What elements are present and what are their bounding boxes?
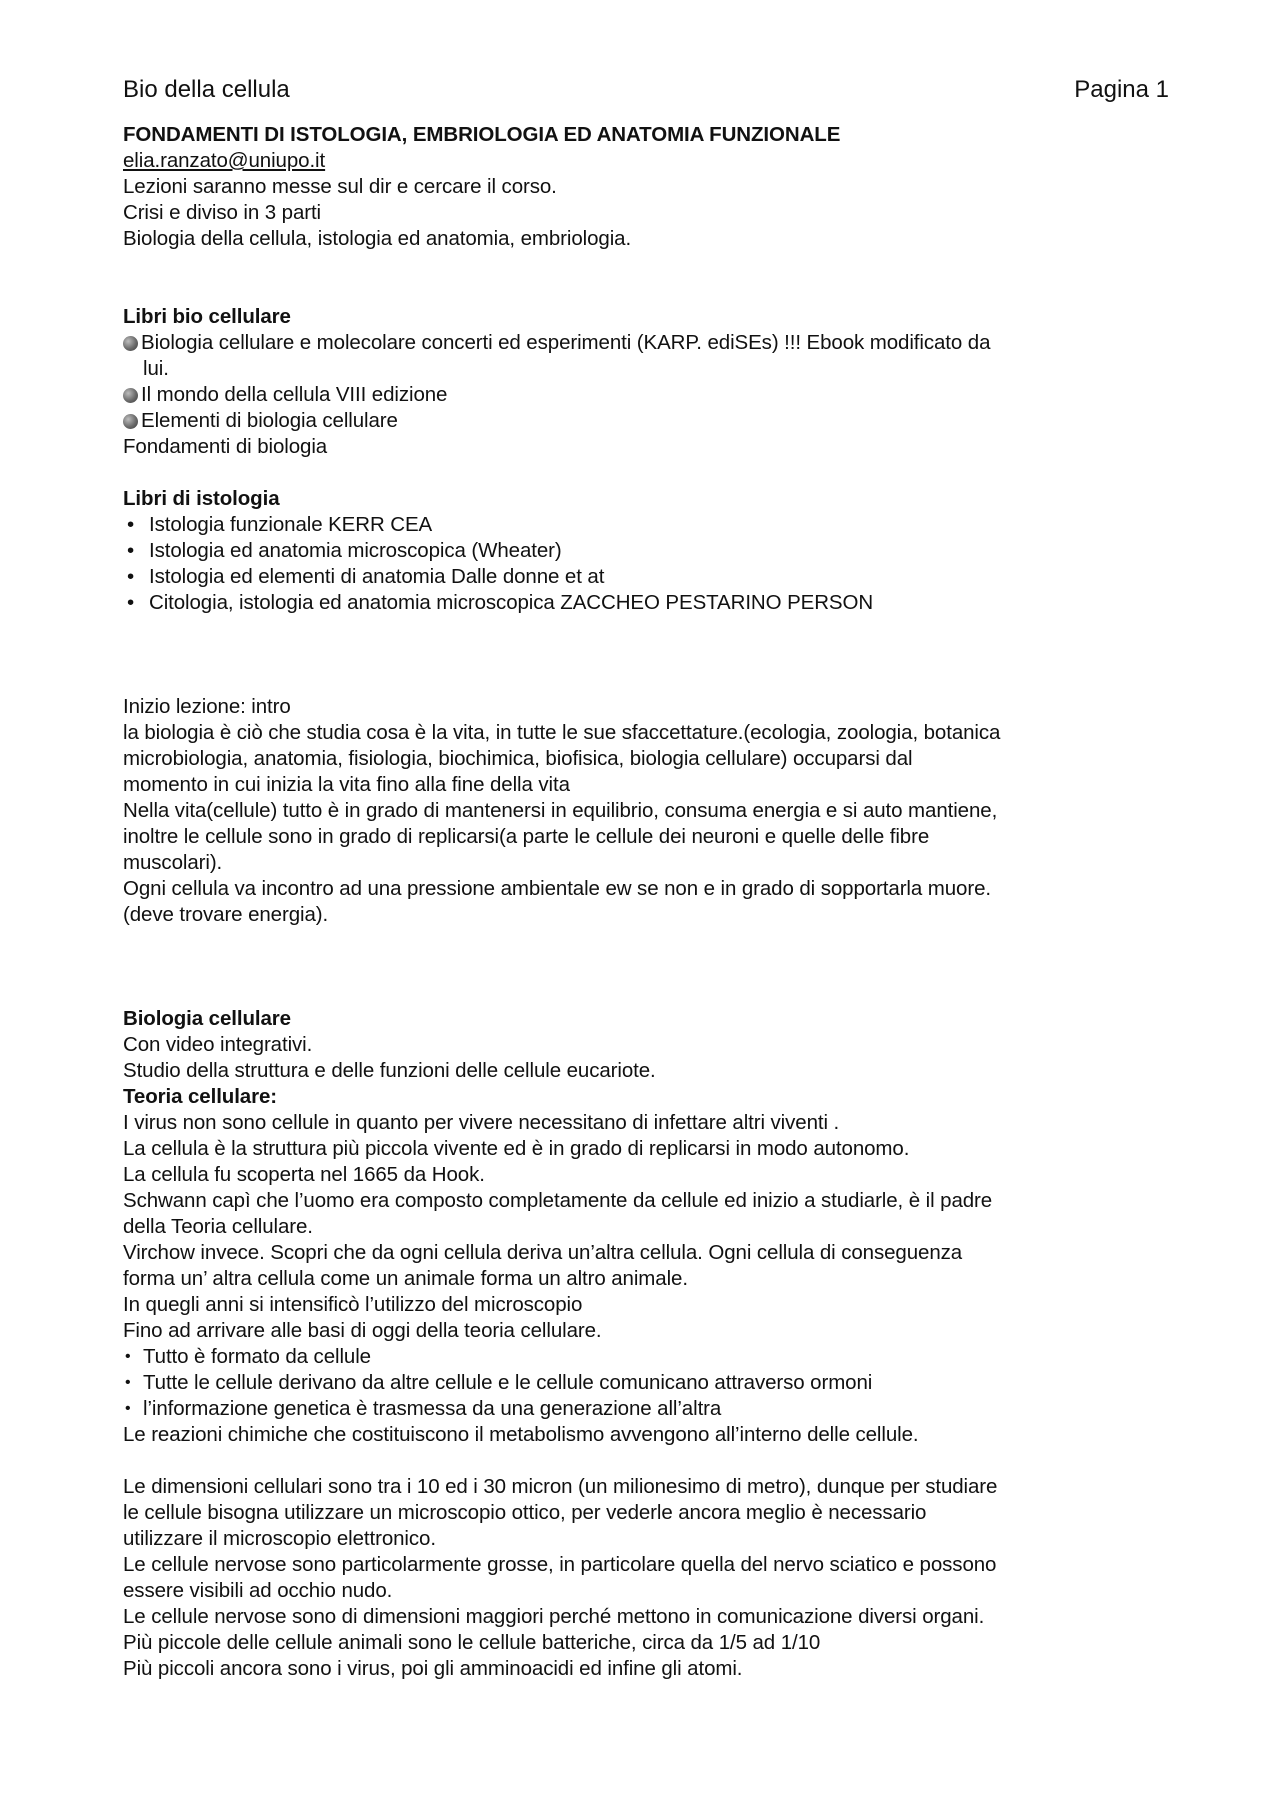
bullet-dot-icon: •: [127, 539, 135, 562]
section-heading-teoria: Teoria cellulare:: [123, 1085, 278, 1108]
text-line: (deve trovare energia).: [123, 903, 329, 926]
text-line: utilizzare il microscopio elettronico.: [123, 1527, 436, 1550]
list-item: [123, 538, 1169, 564]
text-line: la biologia è ciò che studia cosa è la vita, in tutte le sue sfaccettature.(ecologia, zoologia, botanica: [123, 721, 1001, 744]
list-item-text: Tutte le cellule derivano da altre cellule e le cellule comunicano attraverso ormoni: [143, 1371, 873, 1394]
bullet-ball-icon: [123, 336, 138, 351]
list-item-continuation: lui.: [143, 357, 169, 380]
list-item-text: Biologia cellulare e molecolare concerti ed esperimenti (KARP. ediSEs) !!! Ebook modificato da: [141, 331, 991, 354]
list-item-text: Il mondo della cellula VIII edizione: [141, 383, 448, 406]
text-line: Inizio lezione: intro: [123, 695, 291, 718]
list-item-text: Tutto è formato da cellule: [143, 1345, 371, 1368]
text-line: microbiologia, anatomia, fisiologia, biochimica, biofisica, biologia cellulare) occuparsi dal: [123, 747, 913, 770]
email-link[interactable]: elia.ranzato@uniupo.it: [123, 149, 326, 172]
list-item-text: Istologia ed elementi di anatomia Dalle donne et at: [149, 565, 605, 588]
list-item-text: Elementi di biologia cellulare: [141, 409, 398, 432]
section-heading-libri-bio: Libri bio cellulare: [123, 305, 291, 328]
document-body: [123, 122, 1169, 1682]
bullet-dot-icon: •: [127, 565, 135, 588]
text-line: Più piccoli ancora sono i virus, poi gli amminoacidi ed infine gli atomi.: [123, 1657, 743, 1680]
text-line: Le cellule nervose sono particolarmente grosse, in particolare quella del nervo sciatico e possono: [123, 1553, 997, 1576]
bullet-ball-icon: [123, 414, 138, 429]
list-item-text: Istologia funzionale KERR CEA: [149, 513, 433, 536]
list-item: [123, 564, 1169, 590]
list-item: [123, 590, 1169, 616]
list-item: [123, 1344, 1169, 1370]
bullet-ball-icon: [123, 388, 138, 403]
text-line: essere visibili ad occhio nudo.: [123, 1579, 393, 1602]
text-line: Le dimensioni cellulari sono tra i 10 ed i 30 micron (un milionesimo di metro), dunque per studiare: [123, 1475, 998, 1498]
bullet-dot-icon: •: [125, 1374, 131, 1391]
list-item-text: Istologia ed anatomia microscopica (Wheater): [149, 539, 562, 562]
text-line: La cellula è la struttura più piccola vivente ed è in grado di replicarsi in modo autonomo.: [123, 1137, 910, 1160]
text-line: inoltre le cellule sono in grado di replicarsi(a parte le cellule dei neuroni e quelle delle fibre: [123, 825, 930, 848]
text-line: I virus non sono cellule in quanto per vivere necessitano di infettare altri viventi .: [123, 1111, 840, 1134]
text-line: forma un’ altra cellula come un animale forma un altro animale.: [123, 1267, 688, 1290]
section-heading-libri-isto: Libri di istologia: [123, 487, 280, 510]
list-item: [123, 330, 1169, 382]
list-item: [123, 1396, 1169, 1422]
text-line: Ogni cellula va incontro ad una pressione ambientale ew se non e in grado di sopportarla muore.: [123, 877, 991, 900]
section-heading-bio-cell: Biologia cellulare: [123, 1007, 291, 1030]
intro-line: Crisi e diviso in 3 parti: [123, 201, 322, 224]
list-item: [123, 382, 1169, 408]
intro-line: Lezioni saranno messe sul dir e cercare il corso.: [123, 175, 557, 198]
page-number: Pagina 1: [1074, 76, 1169, 103]
text-line: La cellula fu scoperta nel 1665 da Hook.: [123, 1163, 485, 1186]
text-line: della Teoria cellulare.: [123, 1215, 313, 1238]
text-line: muscolari).: [123, 851, 223, 874]
text-line: Più piccole delle cellule animali sono le cellule batteriche, circa da 1/5 ad 1/10: [123, 1631, 821, 1654]
text-line: Fondamenti di biologia: [123, 435, 328, 458]
text-line: Con video integrativi.: [123, 1033, 313, 1056]
list-item-text: Citologia, istologia ed anatomia microscopica ZACCHEO PESTARINO PERSON: [149, 591, 874, 614]
course-title: FONDAMENTI DI ISTOLOGIA, EMBRIOLOGIA ED ANATOMIA FUNZIONALE: [123, 123, 841, 146]
text-line: Schwann capì che l’uomo era composto completamente da cellule ed inizio a studiarle, è il padre: [123, 1189, 993, 1212]
list-item: [123, 1370, 1169, 1396]
text-line: Virchow invece. Scopri che da ogni cellula deriva un’altra cellula. Ogni cellula di conseguenza: [123, 1241, 963, 1264]
text-line: Nella vita(cellule) tutto è in grado di mantenersi in equilibrio, consuma energia e si auto mantiene,: [123, 799, 998, 822]
text-line: In quegli anni si intensificò l’utilizzo del microscopio: [123, 1293, 583, 1316]
header-title: Bio della cellula: [123, 76, 290, 103]
text-line: Fino ad arrivare alle basi di oggi della teoria cellulare.: [123, 1319, 602, 1342]
text-line: Studio della struttura e delle funzioni delle cellule eucariote.: [123, 1059, 656, 1082]
text-line: le cellule bisogna utilizzare un microscopio ottico, per vederle ancora meglio è necessario: [123, 1501, 927, 1524]
list-item: [123, 512, 1169, 538]
list-item-text: l’informazione genetica è trasmessa da una generazione all’altra: [143, 1397, 722, 1420]
bullet-dot-icon: •: [125, 1348, 131, 1365]
text-line: Le reazioni chimiche che costituiscono il metabolismo avvengono all’interno delle cellule.: [123, 1423, 919, 1446]
bullet-dot-icon: •: [127, 513, 135, 536]
bullet-dot-icon: •: [127, 591, 135, 614]
list-item: [123, 408, 1169, 434]
text-line: Le cellule nervose sono di dimensioni maggiori perché mettono in comunicazione diversi organi.: [123, 1605, 985, 1628]
text-line: momento in cui inizia la vita fino alla fine della vita: [123, 773, 570, 796]
intro-line: Biologia della cellula, istologia ed anatomia, embriologia.: [123, 227, 632, 250]
bullet-dot-icon: •: [125, 1400, 131, 1417]
